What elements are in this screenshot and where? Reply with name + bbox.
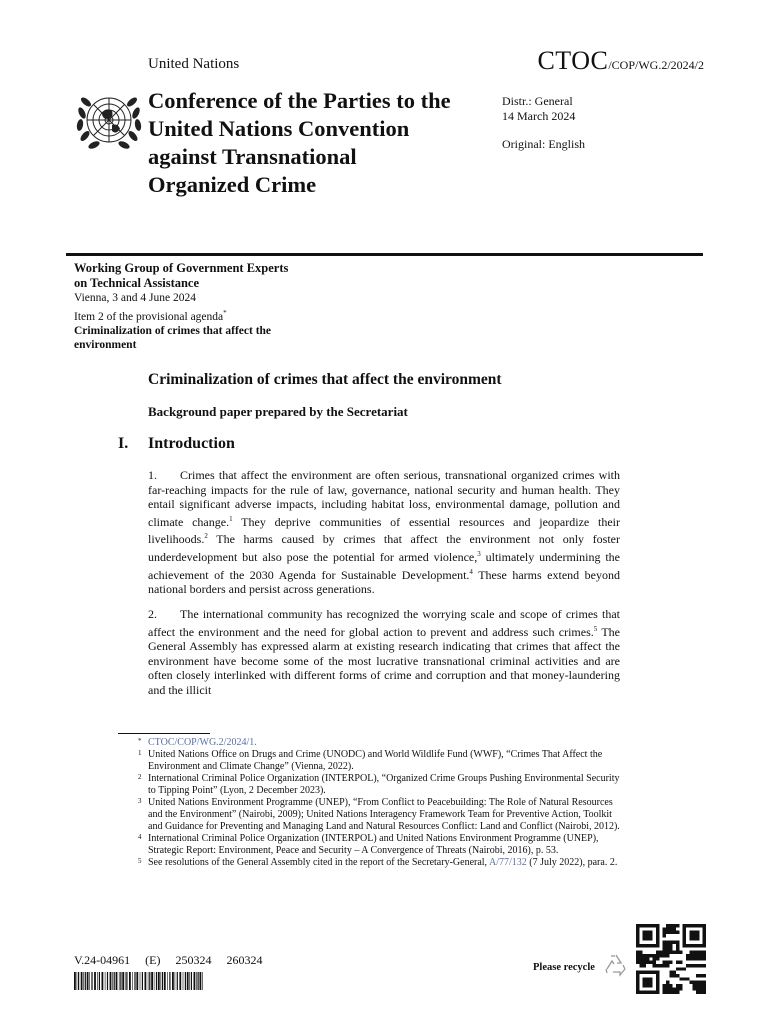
qr-module: [703, 974, 706, 977]
qr-module: [696, 991, 699, 994]
qr-module: [643, 977, 653, 987]
barcode-bar: [154, 972, 155, 990]
barcode-bar: [122, 972, 124, 990]
qr-module: [699, 964, 702, 967]
footnote-text: International Criminal Police Organization (INTERPOL), “Organized Crime Groups Pushing Environmental Security to Tipping Point” (Lyon, 2 December 2023).: [148, 773, 620, 796]
barcode-bar: [114, 972, 115, 990]
footnote-link[interactable]: A/77/132: [489, 857, 527, 868]
qr-module: [676, 951, 679, 954]
barcode-bar: [164, 972, 166, 990]
footnote-mark: 4: [138, 833, 142, 841]
barcode-bar: [132, 972, 133, 990]
qr-module: [636, 954, 639, 957]
qr-module: [686, 957, 689, 960]
qr-module: [656, 951, 659, 954]
qr-module: [663, 934, 666, 937]
qr-module: [699, 954, 702, 957]
footnote-link[interactable]: CTOC/COP/WG.2/2024/1.: [148, 737, 257, 748]
qr-module: [653, 964, 656, 967]
document-symbol: [537, 46, 704, 76]
qr-module: [673, 924, 676, 927]
meeting-place-date: Vienna, 3 and 4 June 2024: [74, 292, 196, 304]
header-divider: [66, 253, 703, 256]
distribution-block: [502, 94, 575, 124]
barcode-bar: [142, 972, 143, 990]
un-emblem-icon: [72, 83, 146, 157]
qr-module: [653, 954, 656, 957]
qr-module: [666, 924, 669, 927]
qr-module: [689, 931, 699, 941]
paragraph-number: 1.: [148, 468, 157, 482]
qr-module: [673, 951, 676, 954]
barcode-bar: [99, 972, 100, 990]
qr-module: [686, 954, 689, 957]
qr-module: [663, 987, 666, 990]
qr-module: [693, 951, 696, 954]
barcode-bar: [198, 972, 199, 990]
paragraph-2: [148, 607, 620, 698]
document-title: Criminalization of crimes that affect the environment: [148, 371, 502, 388]
qr-module: [689, 964, 692, 967]
barcode-bar: [91, 972, 92, 990]
barcode-bar: [175, 972, 176, 990]
section-number: I.: [118, 435, 129, 452]
barcode-bar: [119, 972, 120, 990]
qr-module: [673, 987, 676, 990]
footnote-text: United Nations Office on Drugs and Crime (UNODC) and World Wildlife Fund (WWF), “Crimes That Affect the Environment and Climate Change” (Vienna, 2022).: [148, 749, 603, 772]
qr-module: [683, 977, 686, 980]
qr-module: [696, 984, 699, 987]
barcode-bar: [189, 972, 190, 990]
qr-module: [659, 951, 662, 954]
qr-module: [663, 931, 666, 934]
qr-module: [663, 927, 666, 930]
qr-module: [663, 954, 666, 957]
qr-module: [699, 957, 702, 960]
qr-module: [663, 951, 666, 954]
barcode-bar: [200, 972, 202, 990]
qr-module: [643, 961, 646, 964]
paragraph-text: The General Assembly has expressed alarm at existing research indicating that crimes that affect the environment have become some of the most lucrative transnational criminal activities and are often closely interlinked with different forms of crime and corruption and that money-laundering and the illicit: [148, 624, 620, 697]
barcode-bar: [78, 972, 79, 990]
qr-module: [676, 974, 679, 977]
qr-module: [676, 941, 679, 944]
qr-module: [699, 981, 702, 984]
qr-module: [703, 954, 706, 957]
qr-module: [666, 941, 669, 944]
qr-module: [673, 971, 676, 974]
agenda-item: [74, 306, 374, 324]
barcode-bar: [202, 972, 203, 990]
qr-module: [679, 987, 682, 990]
barcode-bar: [187, 972, 189, 990]
qr-module: [663, 947, 666, 950]
footnote-mark: 1: [138, 749, 142, 757]
barcode-bar: [167, 972, 168, 990]
recycle-label: Please recycle: [533, 962, 595, 973]
working-group-line: Working Group of Government Experts: [74, 261, 289, 275]
qr-module: [676, 944, 679, 947]
qr-module: [679, 951, 682, 954]
footnote-divider: [118, 733, 210, 734]
barcode-icon: [74, 972, 204, 990]
qr-module: [663, 964, 666, 967]
qr-module: [669, 984, 672, 987]
qr-module: [696, 957, 699, 960]
barcode-bar: [89, 972, 90, 990]
barcode-bar: [162, 972, 163, 990]
qr-module: [676, 947, 679, 950]
barcode-bar: [140, 972, 141, 990]
qr-module: [669, 987, 672, 990]
distribution-type: Distr.: General: [502, 94, 573, 108]
qr-module: [646, 954, 649, 957]
qr-module: [703, 991, 706, 994]
qr-module: [693, 981, 696, 984]
barcode-bar: [112, 972, 113, 990]
footnote: [138, 797, 622, 833]
footnote: [138, 833, 622, 857]
qr-module: [666, 951, 669, 954]
qr-module: [663, 961, 666, 964]
agenda-item-text: Item 2 of the provisional agenda: [74, 310, 224, 323]
qr-module: [696, 987, 699, 990]
footnote: [138, 857, 622, 869]
footnote-mark: 3: [138, 797, 142, 805]
qr-module: [669, 944, 672, 947]
qr-module: [646, 961, 649, 964]
barcode-bar: [105, 972, 106, 990]
barcode-bar: [169, 972, 170, 990]
qr-module: [689, 981, 692, 984]
conference-title-line: against Transnational: [148, 144, 357, 169]
barcode-bar: [136, 972, 138, 990]
qr-module: [646, 957, 649, 960]
conference-title-line: Organized Crime: [148, 172, 317, 197]
qr-module: [669, 931, 672, 934]
qr-module: [679, 967, 682, 970]
barcode-bar: [158, 972, 160, 990]
barcode-bar: [161, 972, 162, 990]
qr-module: [663, 984, 666, 987]
barcode-bar: [179, 972, 181, 990]
qr-module: [649, 954, 652, 957]
qr-module: [643, 931, 653, 941]
qr-module: [666, 931, 669, 934]
paragraph-1: [148, 468, 620, 597]
qr-code-icon: [636, 924, 706, 994]
qr-module: [666, 954, 669, 957]
barcode-bar: [81, 972, 83, 990]
qr-module: [703, 951, 706, 954]
qr-module: [659, 954, 662, 957]
qr-module: [689, 957, 692, 960]
agenda-item-title: Criminalization of crimes that affect the environment: [74, 324, 272, 352]
barcode-bar: [125, 972, 126, 990]
paragraph-text: These harms extend beyond national borders and persist across generations.: [148, 567, 620, 597]
qr-module: [699, 987, 702, 990]
barcode-bar: [83, 972, 84, 990]
qr-module: [683, 967, 686, 970]
qr-module: [693, 984, 696, 987]
barcode-bar: [145, 972, 147, 990]
qr-module: [699, 974, 702, 977]
section-title: Introduction: [148, 435, 235, 452]
qr-module: [666, 927, 669, 930]
qr-module: [676, 967, 679, 970]
barcode-bar: [77, 972, 78, 990]
footnote-text: United Nations Environment Programme (UNEP), “From Conflict to Peacebuilding: The Role of Natural Resources and the Environment” (Nairobi, 2009); United Nations Interagency Framework Team for Preventive Action, Toolkit and Guidance for Preventing and Managing Land and Natural Resources Conflict: Land and Conflict (Nairobi, 2012).: [148, 797, 620, 832]
qr-module: [693, 957, 696, 960]
conference-title-line: Conference of the Parties to the: [148, 88, 451, 113]
symbol-main: CTOC: [537, 46, 609, 75]
qr-module: [649, 961, 652, 964]
qr-module: [676, 984, 679, 987]
qr-module: [636, 951, 639, 954]
qr-module: [693, 987, 696, 990]
qr-module: [676, 961, 679, 964]
qr-module: [656, 957, 659, 960]
recycle-icon: [603, 952, 629, 978]
qr-module: [663, 991, 666, 994]
qr-module: [653, 957, 656, 960]
conference-title: [148, 87, 498, 199]
barcode-bar: [126, 972, 127, 990]
barcode-bar: [196, 972, 197, 990]
qr-module: [639, 964, 642, 967]
qr-module: [639, 954, 642, 957]
qr-module: [669, 961, 672, 964]
paragraph-text: Crimes that affect the environment are often serious, transnational organized crimes with far-reaching impacts for the rule of law, governance, national security and human health. They entail significant adverse impacts, including habitat loss, environmental damage, pollution and climate change.: [148, 468, 620, 529]
qr-module: [636, 961, 639, 964]
qr-module: [666, 981, 669, 984]
qr-module: [669, 971, 672, 974]
qr-module: [643, 964, 646, 967]
original-language: Original: English: [502, 137, 585, 151]
qr-module: [656, 954, 659, 957]
barcode-bar: [87, 972, 89, 990]
qr-module: [693, 954, 696, 957]
issue-date: 14 March 2024: [502, 109, 576, 123]
paragraph-number: 2.: [148, 607, 157, 621]
qr-module: [689, 951, 692, 954]
qr-module: [639, 951, 642, 954]
barcode-bar: [116, 972, 118, 990]
paragraph-text: The international community has recognized the worrying scale and scope of crimes that affect the environment and the need for global action to prevent and address such crimes.: [148, 607, 620, 639]
footnote-mark: *: [138, 737, 142, 745]
qr-module: [639, 961, 642, 964]
qr-module: [673, 974, 676, 977]
footnotes: [138, 737, 622, 869]
qr-module: [643, 957, 646, 960]
qr-module: [676, 987, 679, 990]
barcode-bar: [148, 972, 149, 990]
qr-module: [659, 964, 662, 967]
qr-module: [676, 931, 679, 934]
qr-module: [666, 944, 669, 947]
qr-module: [686, 977, 689, 980]
qr-module: [666, 991, 669, 994]
footnote: [138, 737, 622, 749]
symbol-rest: /COP/WG.2/2024/2: [608, 58, 704, 72]
qr-module: [669, 991, 672, 994]
paragraph-text: ultimately undermining the achievement of the 2030 Agenda for Sustainable Development.: [148, 549, 620, 582]
qr-module: [696, 951, 699, 954]
qr-module: [653, 961, 656, 964]
barcode-bar: [172, 972, 174, 990]
qr-module: [666, 984, 669, 987]
barcode-bar: [85, 972, 86, 990]
qr-module: [696, 954, 699, 957]
qr-module: [676, 991, 679, 994]
qr-module: [663, 941, 666, 944]
paragraph-text: They deprive communities of essential resources and jeopardize their livelihoods.: [148, 514, 621, 547]
barcode-bar: [185, 972, 186, 990]
barcode-bar: [149, 972, 150, 990]
footnote-text: International Criminal Police Organization (INTERPOL) and United Nations Environment Programme (UNEP), Strategic Report: Environment, Peace and Security – A Convergence of Threats (Nairobi, 2016), p. 53.: [148, 833, 599, 856]
qr-module: [696, 981, 699, 984]
qr-module: [666, 961, 669, 964]
organization-name: United Nations: [148, 56, 240, 72]
footnote-mark: 5: [138, 857, 142, 865]
qr-module: [679, 977, 682, 980]
barcode-bar: [94, 972, 96, 990]
qr-module: [636, 957, 639, 960]
barcode-bar: [191, 972, 192, 990]
footnote-text: (7 July 2022), para. 2.: [526, 857, 618, 868]
working-group-line: on Technical Assistance: [74, 276, 200, 290]
qr-module: [669, 924, 672, 927]
qr-module: [696, 974, 699, 977]
footnote-ref[interactable]: 4: [469, 567, 473, 576]
qr-module: [703, 984, 706, 987]
qr-module: [699, 951, 702, 954]
qr-module: [669, 941, 672, 944]
barcode-bar: [194, 972, 196, 990]
barcode-bar: [97, 972, 98, 990]
footnote-mark: 2: [138, 773, 142, 781]
qr-module: [673, 931, 676, 934]
document-subtitle: Background paper prepared by the Secretariat: [148, 404, 408, 419]
barcode-bar: [177, 972, 178, 990]
qr-module: [703, 957, 706, 960]
barcode-bar: [134, 972, 135, 990]
qr-module: [693, 964, 696, 967]
paragraph-text: The harms caused by crimes that affect the environment not only foster underdevelopment but also pose the potential for armed violence,: [148, 532, 620, 564]
footnote: [138, 749, 622, 773]
footnote: [138, 773, 622, 797]
qr-module: [669, 947, 672, 950]
footnote-ref[interactable]: 1: [229, 514, 233, 523]
qr-module: [669, 927, 672, 930]
footnote-ref[interactable]: 3: [477, 549, 481, 558]
qr-module: [673, 927, 676, 930]
conference-title-line: United Nations Convention: [148, 116, 410, 141]
qr-module: [673, 991, 676, 994]
qr-module: [663, 944, 666, 947]
footnote-ref[interactable]: 2: [204, 532, 208, 541]
job-number: V.24-04961 (E) 250324 260324: [74, 953, 263, 967]
barcode-bar: [102, 972, 104, 990]
barcode-bar: [120, 972, 121, 990]
qr-module: [669, 951, 672, 954]
barcode-bar: [129, 972, 131, 990]
qr-module: [669, 974, 672, 977]
barcode-bar: [151, 972, 153, 990]
qr-module: [686, 964, 689, 967]
qr-module: [643, 954, 646, 957]
qr-module: [676, 924, 679, 927]
qr-module: [699, 984, 702, 987]
qr-module: [666, 964, 669, 967]
barcode-bar: [156, 972, 157, 990]
meeting-info: [74, 261, 374, 353]
qr-module: [689, 954, 692, 957]
barcode-bar: [107, 972, 108, 990]
qr-module: [703, 981, 706, 984]
qr-module: [699, 991, 702, 994]
qr-module: [673, 941, 676, 944]
agenda-footnote-marker: *: [223, 308, 227, 317]
qr-module: [679, 984, 682, 987]
qr-module: [666, 987, 669, 990]
qr-module: [703, 987, 706, 990]
qr-module: [656, 964, 659, 967]
barcode-bar: [183, 972, 184, 990]
footnote-ref[interactable]: 5: [593, 624, 598, 633]
qr-module: [679, 961, 682, 964]
barcode-bar: [74, 972, 76, 990]
barcode-bar: [110, 972, 112, 990]
qr-module: [696, 964, 699, 967]
footnote-text: See resolutions of the General Assembly cited in the report of the Secretary-General,: [148, 857, 489, 868]
qr-module: [703, 964, 706, 967]
qr-module: [639, 957, 642, 960]
qr-module: [666, 947, 669, 950]
